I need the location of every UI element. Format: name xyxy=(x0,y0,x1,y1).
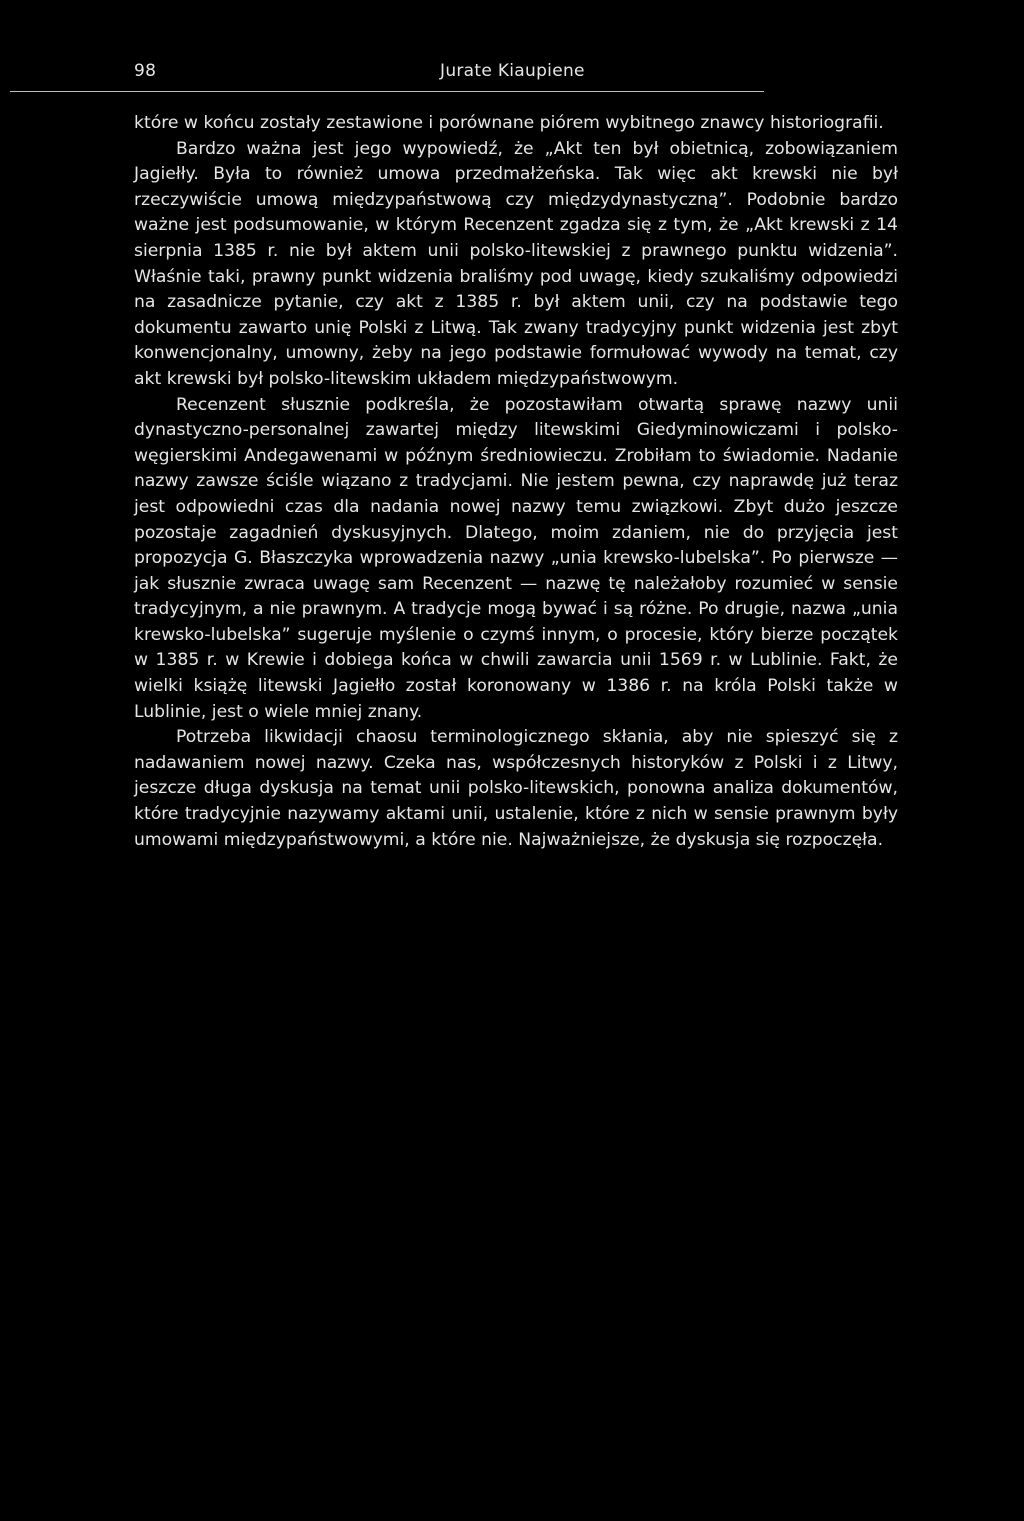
paragraph-continuation: które w końcu zostały zestawione i porównane piórem wybitnego znawcy historiografii. xyxy=(134,113,884,133)
running-header xyxy=(134,58,898,84)
body-text xyxy=(134,111,898,853)
page-number: 98 xyxy=(134,61,157,81)
running-header-author: Jurate Kiaupiene xyxy=(440,61,585,81)
paragraph: Recenzent słusznie podkreśla, że pozostawiłam otwartą sprawę nazwy unii dynastyczno-personalnej zawartej między litewskimi Giedyminowiczami i polsko-węgierskimi Andegawenami w późnym średniowieczu. Zrobiłam to świadomie. Nadanie nazwy zawsze ściśle wiązano z tradycjami. Nie jestem pewna, czy naprawdę już teraz jest odpowiedni czas dla nadania nowej nazwy temu związkowi. Zbyt dużo jeszcze pozostaje zagadnień dyskusyjnych. Dlatego, moim zdaniem, nie do przyjęcia jest propozycja G. Błaszczyka wprowadzenia nazwy „unia krewsko-lubelska”. Po pierwsze — jak słusznie zwraca uwagę sam Recenzent — nazwę tę należałoby rozumieć w sensie tradycyjnym, a nie prawnym. A tradycje mogą bywać i są różne. Po drugie, nazwa „unia krewsko-lubelska” sugeruje myślenie o czymś innym, o procesie, który bierze początek w 1385 r. w Krewie i dobiega końca w chwili zawarcia unii 1569 r. w Lublinie. Fakt, że wielki książę litewski Jagiełło został koronowany w 1386 r. na króla Polski także w Lublinie, jest o wiele mniej znany. xyxy=(134,394,898,722)
paragraph: Potrzeba likwidacji chaosu terminologicznego skłania, aby nie spieszyć się z nadawaniem nowej nazwy. Czeka nas, współczesnych historyków z Polski i z Litwy, jeszcze długa dyskusja na temat unii polsko-litewskich, ponowna analiza dokumentów, które tradycyjnie nazywamy aktami unii, ustalenie, które z nich w sensie prawnym były umowami międzypaństwowymi, a które nie. Najważniejsze, że dyskusja się rozpoczęła. xyxy=(134,727,898,850)
header-rule xyxy=(10,91,764,92)
book-page xyxy=(134,58,898,850)
paragraph: Bardzo ważna jest jego wypowiedź, że „Akt ten był obietnicą, zobowiązaniem Jagiełły. Była to również umowa przedmałżeńska. Tak więc akt krewski nie był rzeczywiście umową międzypaństwową czy międzydynastyczną”. Podobnie bardzo ważne jest podsumowanie, w którym Recenzent zgadza się z tym, że „Akt krewski z 14 sierpnia 1385 r. nie był aktem unii polsko-litewskiej z prawnego punktu widzenia”. Właśnie taki, prawny punkt widzenia braliśmy pod uwagę, kiedy szukaliśmy odpowiedzi na zasadnicze pytanie, czy akt z 1385 r. był aktem unii, czy na podstawie tego dokumentu zawarto unię Polski z Litwą. Tak zwany tradycyjny punkt widzenia jest zbyt konwencjonalny, umowny, żeby na jego podstawie formułować wywody na temat, czy akt krewski był polsko-litewskim układem międzypaństwowym. xyxy=(134,138,898,389)
